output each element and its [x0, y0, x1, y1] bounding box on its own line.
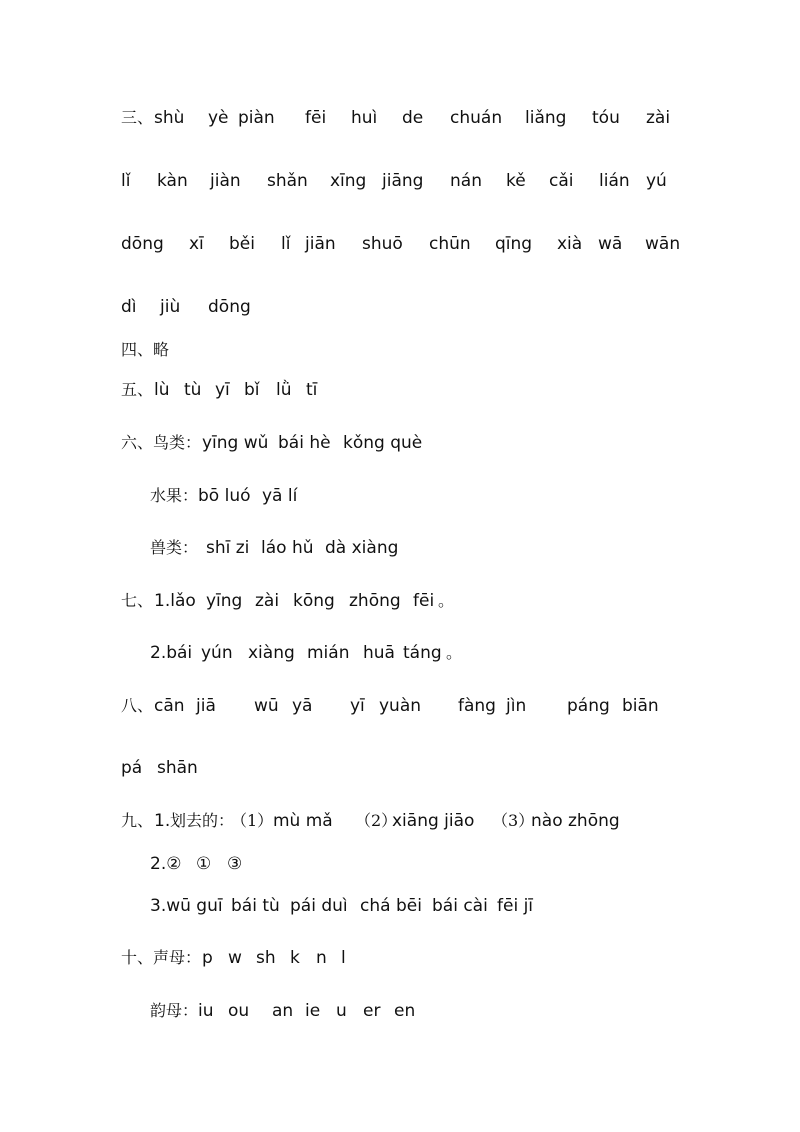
pinyin-token: chuán [450, 108, 503, 128]
pinyin-token: ou [228, 1001, 250, 1021]
pinyin-token: yī [215, 380, 230, 400]
pinyin-token: yīng [206, 591, 243, 611]
pinyin-token: ie [305, 1001, 321, 1021]
pinyin-token: lù [154, 380, 170, 400]
pinyin-token: lǐ [121, 171, 131, 191]
section-marker: 八、 [121, 696, 154, 715]
pinyin-token: l [341, 948, 346, 968]
pinyin-token: mù mǎ [273, 811, 333, 831]
pinyin-token: dì [121, 297, 137, 317]
pinyin-token: yuàn [379, 696, 422, 716]
pinyin-token: pái duì [290, 896, 348, 916]
pinyin-token: bǐ [244, 380, 260, 400]
pinyin-token: p [202, 948, 213, 968]
pinyin-token: jiān [305, 234, 336, 254]
pinyin-token: shù [154, 108, 185, 128]
pinyin-token: shǎn [267, 171, 308, 191]
pinyin-token: 2.bái [150, 643, 193, 663]
order-answer: 2.② [150, 854, 182, 874]
pinyin-token: wū [254, 696, 279, 716]
pinyin-token: fēi [413, 591, 435, 611]
pinyin-token: n [316, 948, 327, 968]
pinyin-token: er [363, 1001, 381, 1021]
pinyin-token: huì [351, 108, 378, 128]
pinyin-token: jiù [160, 297, 181, 317]
pinyin-token: de [402, 108, 424, 128]
pinyin-token: fēi jī [497, 896, 534, 916]
pinyin-token: biān [622, 696, 659, 716]
pinyin-token: jiāng [382, 171, 424, 191]
option-number: （2） [355, 811, 398, 830]
pinyin-token: nào zhōng [531, 811, 620, 831]
pinyin-token: bái hè [278, 433, 331, 453]
pinyin-token: liǎng [525, 108, 567, 128]
full-stop: 。 [438, 591, 455, 610]
pinyin-token: yī [350, 696, 365, 716]
pinyin-token: xiàng [248, 643, 295, 663]
pinyin-token: lián [599, 171, 630, 191]
full-stop: 。 [446, 643, 463, 662]
pinyin-token: běi [229, 234, 255, 254]
pinyin-token: kě [506, 171, 526, 191]
section-marker: 五、 [121, 380, 154, 399]
section-marker: 三、 [121, 108, 154, 127]
pinyin-token: yè [208, 108, 229, 128]
pinyin-token: jiā [196, 696, 216, 716]
instruction-text: 划去的： [170, 811, 235, 830]
pinyin-token: fēi [305, 108, 327, 128]
pinyin-token: bái tù [231, 896, 280, 916]
pinyin-token: 3.wū guī [150, 896, 223, 916]
pinyin-token: cǎi [549, 171, 574, 191]
section-answer-text: 四、略 [121, 340, 170, 359]
pinyin-token: bō luó [198, 486, 251, 506]
pinyin-token: u [336, 1001, 347, 1021]
option-number: （1） [231, 811, 274, 830]
category-label: 兽类： [150, 538, 199, 557]
pinyin-token: fàng [458, 696, 496, 716]
pinyin-token: yā [292, 696, 313, 716]
pinyin-token: dà xiàng [325, 538, 399, 558]
pinyin-token: wā [598, 234, 623, 254]
pinyin-token: dōng [121, 234, 164, 254]
pinyin-token: láo hǔ [261, 538, 314, 558]
pinyin-token: xiāng jiāo [392, 811, 475, 831]
pinyin-token: nán [450, 171, 482, 191]
pinyin-token: 1.lǎo [154, 591, 196, 611]
pinyin-token: páng [567, 696, 610, 716]
pinyin-token: tù [184, 380, 202, 400]
pinyin-token: xī [189, 234, 204, 254]
section-marker: 六、鸟类： [121, 433, 202, 452]
category-label: 韵母： [150, 1001, 199, 1020]
pinyin-token: kàn [157, 171, 188, 191]
pinyin-token: yún [201, 643, 233, 663]
pinyin-token: lǐ [281, 234, 291, 254]
pinyin-token: wān [645, 234, 681, 254]
option-number: （3） [492, 811, 535, 830]
pinyin-token: bái cài [432, 896, 488, 916]
section-marker: 十、声母： [121, 948, 202, 967]
pinyin-token: chūn [429, 234, 471, 254]
pinyin-token: huā [363, 643, 395, 663]
pinyin-token: dōng [208, 297, 251, 317]
section-marker: 九、 [121, 811, 154, 830]
pinyin-token: yā lí [262, 486, 298, 506]
pinyin-token: táng [403, 643, 442, 663]
pinyin-token: an [272, 1001, 294, 1021]
pinyin-token: jiàn [210, 171, 241, 191]
pinyin-token: qīng [495, 234, 533, 254]
pinyin-token: yīng wǔ [202, 433, 269, 453]
pinyin-token: kōng [293, 591, 335, 611]
pinyin-token: w [228, 948, 242, 968]
pinyin-token: shuō [362, 234, 403, 254]
pinyin-token: en [394, 1001, 416, 1021]
pinyin-token: xīng [330, 171, 367, 191]
pinyin-token: tī [306, 380, 318, 400]
pinyin-token: mián [307, 643, 350, 663]
pinyin-token: iu [198, 1001, 214, 1021]
item-number: 1. [154, 811, 171, 831]
pinyin-token: lǜ [276, 380, 292, 400]
pinyin-token: zài [255, 591, 280, 611]
section-marker: 七、 [121, 591, 154, 610]
pinyin-token: pá [121, 758, 143, 778]
pinyin-token: sh [256, 948, 276, 968]
pinyin-token: shī zi [206, 538, 250, 558]
pinyin-token: cān [154, 696, 185, 716]
pinyin-token: k [290, 948, 300, 968]
pinyin-token: tóu [592, 108, 620, 128]
order-answer: ① [196, 854, 212, 874]
pinyin-token: piàn [238, 108, 275, 128]
pinyin-token: zhōng [349, 591, 401, 611]
category-label: 水果： [150, 486, 199, 505]
order-answer: ③ [227, 854, 243, 874]
pinyin-token: chá bēi [360, 896, 422, 916]
pinyin-token: yú [646, 171, 667, 191]
pinyin-token: jìn [506, 696, 527, 716]
pinyin-token: xià [557, 234, 583, 254]
pinyin-token: zài [646, 108, 671, 128]
pinyin-token: shān [157, 758, 198, 778]
pinyin-token: kǒng què [343, 433, 423, 453]
